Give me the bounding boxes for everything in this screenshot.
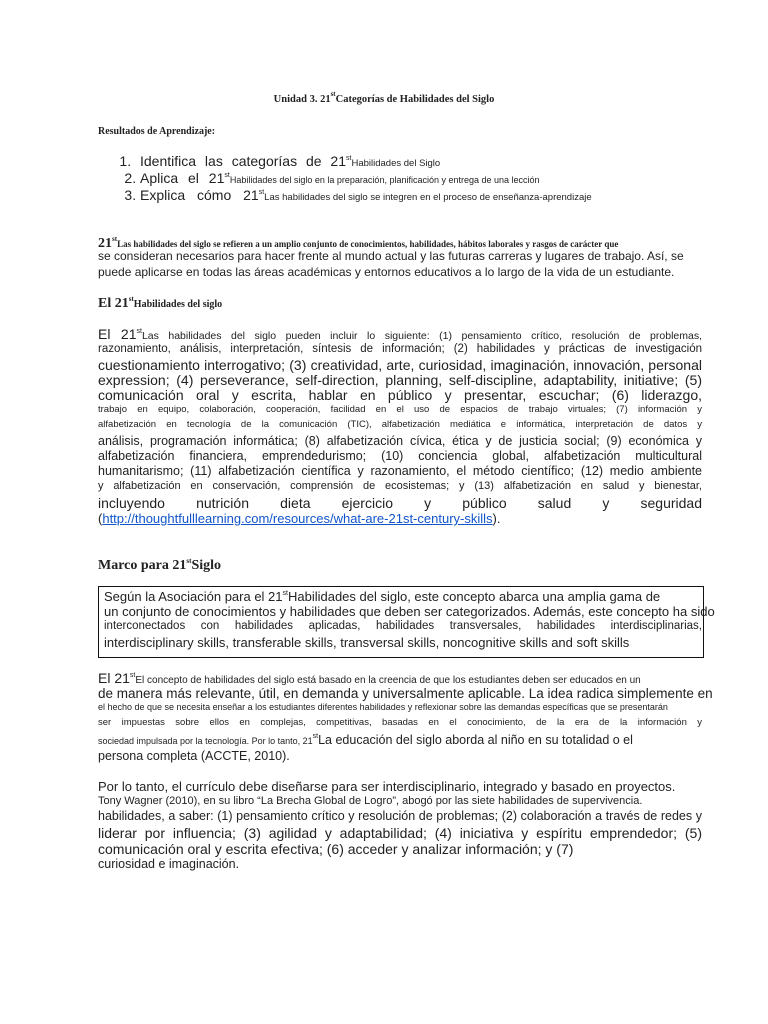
title-prefix: Unidad 3. 21	[273, 94, 331, 105]
skills-line: y alfabetización en conservación, comprensión de ecosistemas; y (13) alfabetización en salud y bienestar,	[98, 480, 702, 492]
concept-line: el hecho de que se necesita enseñar a los estudiantes diferentes habilidades y reflexionar sobre las demandas específicas que se presentarán	[98, 702, 668, 712]
concept-line: El 21stEl concepto de habilidades del siglo está basado en la creencia de que los estudiantes deben ser educados en un	[98, 670, 641, 686]
title-rest: Categorías de Habilidades del Siglo	[335, 94, 495, 105]
intro-line-2: se consideran necesarios para hacer frente al mundo actual y las futuras carreras y lugares de trabajo. Así, se	[98, 249, 684, 263]
concept-line: persona completa (ACCTE, 2010).	[98, 749, 290, 763]
box-line: Según la Asociación para el 21stHabilidades del siglo, este concepto abarca una amplia gama de	[104, 589, 661, 604]
concept-line: sociedad impulsada por la tecnología. Por lo tanto, 21stLa educación del siglo aborda al niño en su totalidad o el	[98, 733, 633, 747]
intro-line-1: 21stLas habilidades del siglo se refieren a un amplio conjunto de conocimientos, habilidades, hábitos laborales y rasgos de carácter que	[98, 235, 619, 251]
reference-link-line: (http://thoughtfulllearning.com/resources/what-are-21st-century-skills).	[98, 511, 501, 526]
concept-line: ser impuestas sobre ellos en complejas, competitivas, basadas en el conocimiento, de la era de la información y	[98, 717, 702, 728]
objective-item: 2. Aplica el 21stHabilidades del siglo en la preparación, planificación y entrega de una lección	[140, 171, 700, 188]
skills-line: razonamiento, análisis, interpretación, síntesis de información; (2) habilidades y prácticas de investigación	[98, 343, 702, 355]
skills-line: alfabetización financiera, emprendedurismo; (10) conciencia global, alfabetización multicultural	[98, 449, 702, 463]
concept-line: de manera más relevante, útil, en demanda y universalmente aplicable. La idea radica simplemente en	[98, 686, 713, 701]
results-heading: Resultados de Aprendizaje:	[98, 126, 216, 137]
reference-link[interactable]: http://thoughtfulllearning.com/resources/what-are-21st-century-skills	[102, 511, 493, 526]
skills-line: comunicación oral y escrita, hablar en público y presentar, escuchar; (6) liderazgo,	[98, 387, 702, 403]
title-sup: st	[330, 90, 336, 98]
skills-line: cuestionamiento interrogativo; (3) creatividad, arte, curiosidad, imaginación, innovación, personal	[98, 357, 702, 373]
box-line: interconectados con habilidades aplicadas, habilidades transversales, habilidades interdisciplinarias,	[104, 620, 702, 632]
skills-line: humanitarismo; (11) alfabetización científica y razonamiento, el método científico; (12) medio ambiente	[98, 464, 702, 478]
curriculum-line: liderar por influencia; (3) agilidad y adaptabilidad; (4) iniciativa y espíritu emprendedor; (5)	[98, 825, 702, 841]
objective-item: 3. Explica cómo 21stLas habilidades del siglo se integren en el proceso de enseñanza-aprendizaje	[140, 188, 700, 205]
skills-line: incluyendo nutrición dieta ejercicio y público salud y seguridad	[98, 495, 702, 511]
results-label: Resultados de Aprendizaje	[98, 126, 212, 137]
skills-line: alfabetización en tecnología de la comunicación (TIC), alfabetización mediática e informática, interpretación de datos y	[98, 419, 702, 430]
curriculum-line: habilidades, a saber: (1) pensamiento crítico y resolución de problemas; (2) colaboración a través de redes y	[98, 809, 702, 823]
skills-line: expression; (4) perseverance, self-direction, planning, self-discipline, adaptability, initiative; (5)	[98, 372, 702, 388]
section-heading-framework: Marco para 21stSiglo	[98, 557, 222, 573]
curriculum-line: comunicación oral y escrita efectiva; (6) acceder y analizar información; y (7)	[98, 841, 574, 857]
intro-line-3: puede aplicarse en todas las áreas académicas y entornos educativos a lo largo de la vida de un estudiante.	[98, 265, 675, 279]
curriculum-line: Tony Wagner (2010), en su libro “La Brecha Global de Logro”, abogó por las siete habilidades de supervivencia.	[98, 795, 643, 807]
document-title	[0, 90, 768, 105]
curriculum-line: curiosidad e imaginación.	[98, 857, 240, 871]
skills-line: trabajo en equipo, colaboración, cooperación, facilidad en el uso de espacios de trabajo virtuales; (7) información y	[98, 404, 702, 415]
objectives-list	[98, 154, 700, 205]
skills-line: El 21stLas habilidades del siglo pueden incluir lo siguiente: (1) pensamiento crítico, resolución de problemas,	[98, 326, 702, 342]
section-heading-skills: El 21stHabilidades del siglo	[98, 295, 223, 311]
skills-line: análisis, programación informática; (8) alfabetización cívica, ética y de justicia social; (9) económica y	[98, 434, 702, 448]
box-line: un conjunto de conocimientos y habilidades que deben ser categorizados. Además, este concepto ha sido	[104, 604, 715, 619]
box-line: interdisciplinary skills, transferable skills, transversal skills, noncognitive skills and soft skills	[104, 635, 630, 650]
objective-item: 1. Identifica las categorías de 21stHabilidades del Siglo	[140, 154, 700, 171]
curriculum-line: Por lo tanto, el currículo debe diseñarse para ser interdisciplinario, integrado y basado en proyectos.	[98, 779, 676, 794]
